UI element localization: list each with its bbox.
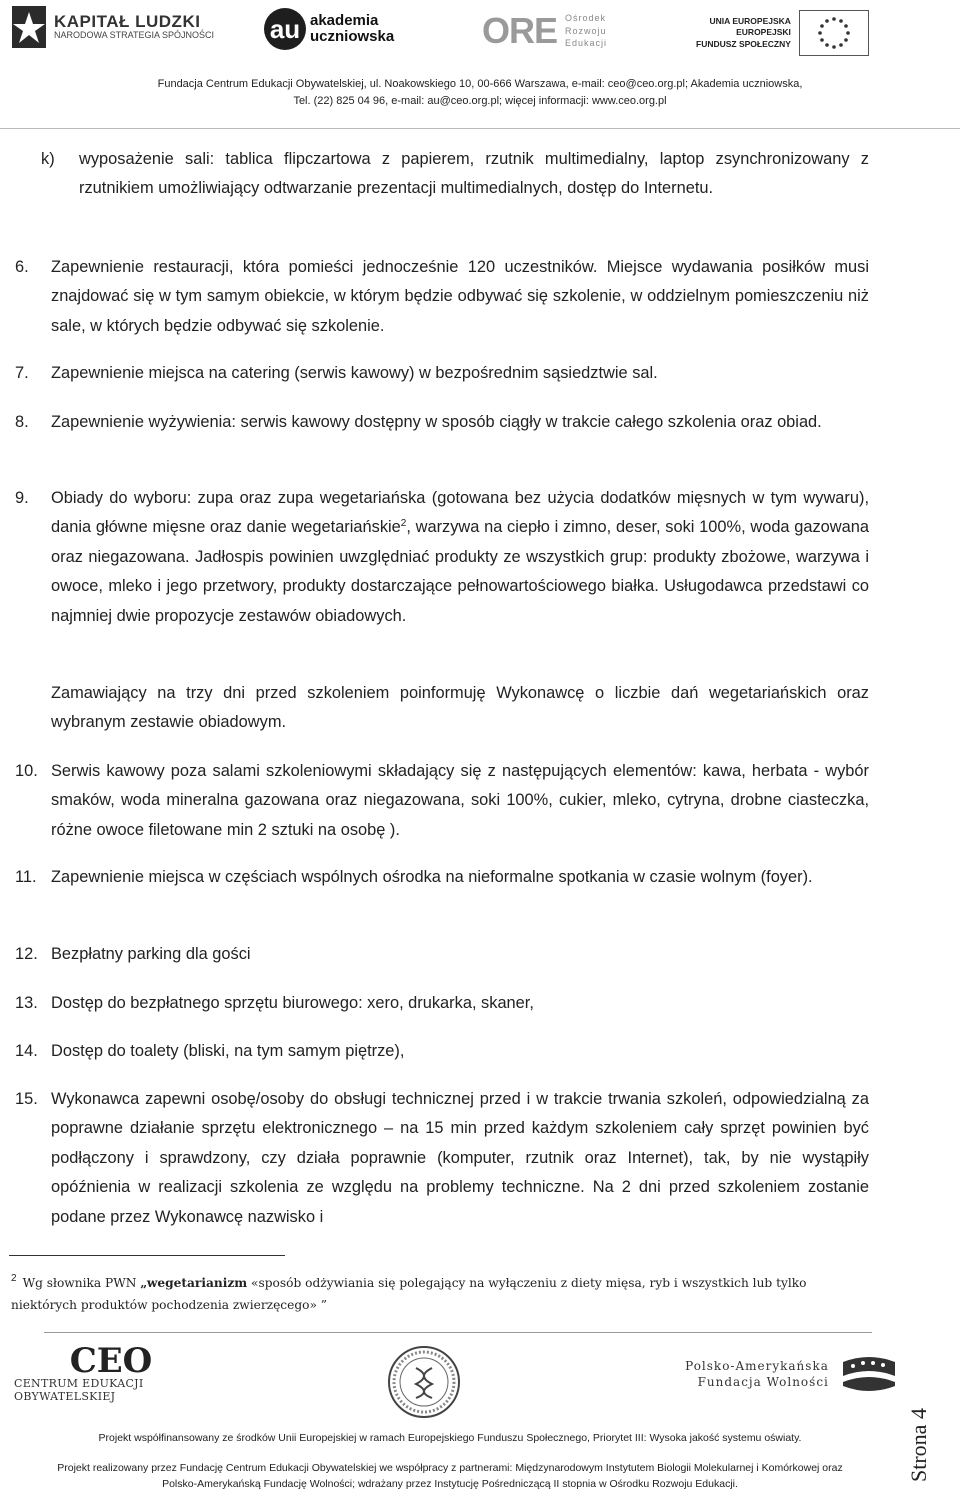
ore-line3: Edukacji — [565, 38, 608, 49]
footnote-definition: «sposób odżywiania się polegający na wyłączeniu z diety mięsa, ryb i wszystkich lub tylko niektórych produktów pochodzenia zwierzęcego» ” — [11, 1276, 807, 1312]
list-item-number: 7. — [15, 364, 29, 382]
eu-line1: UNIA EUROPEJSKA — [709, 15, 791, 26]
footnote-number: 2 — [11, 1273, 17, 1284]
ceo-logo — [14, 1341, 208, 1403]
ceo-mark: CEO — [69, 1341, 153, 1381]
list-item-text-part-b: , warzywa na ciepło i zimno, deser, soki 100%, woda gazowana oraz niegazowana. Jadłospis powinien uwzględniać produkty ze wszystkich grup: produkty zbożowe, warzywa i owoce, mleko i jego przetwory, produkty dostarczające pełnowartościowego białka. Usługodawca przedstawi co najmniej dwie propozycje zestawów obiadowych. — [51, 518, 869, 625]
list-item-13 — [15, 989, 869, 1018]
list-item-number: 9. — [15, 489, 29, 507]
list-item-9-note — [51, 679, 869, 738]
list-item-12 — [15, 940, 869, 969]
iimcb-seal-icon — [386, 1344, 462, 1420]
list-item-15 — [15, 1085, 869, 1232]
ore-line1: Ośrodek — [565, 13, 607, 24]
list-item-10 — [15, 757, 869, 845]
list-item-text: Zapewnienie restauracji, która pomieści jednocześnie 120 uczestników. Miejsce wydawania posiłków musi znajdować się w tym samym obiekcie, w którym będzie odbywać się szkolenie, w oddzielnym pomieszczeniu niż sale, w których będzie odbywać się szkolenie. — [51, 258, 869, 335]
list-item-text: Dostęp do bezpłatnego sprzętu biurowego: xero, drukarka, skaner, — [51, 994, 534, 1012]
au-mark: au — [264, 8, 306, 50]
list-item-text-part-a: Obiady do wyboru: zupa oraz zupa wegetariańska (gotowana bez użycia dodatków mięsnych w tym wywaru), dania główne mięsne oraz danie wegetariańskie — [51, 489, 869, 537]
akademia-uczniowska-logo — [264, 8, 394, 50]
list-item-number: 8. — [15, 413, 29, 431]
kapital-ludzki-title: KAPITAŁ LUDZKI — [54, 11, 201, 31]
eu-line2: EUROPEJSKI — [736, 27, 791, 38]
list-item-number: 11. — [15, 868, 37, 886]
eu-flag-icon — [799, 10, 869, 56]
list-item-text: Zapewnienie miejsca w częściach wspólnych ośrodka na nieformalne spotkania w czasie wolnym (foyer). — [51, 868, 813, 886]
footnote-term: „wegetarianizm — [140, 1276, 248, 1290]
list-item-number: 14. — [15, 1042, 38, 1060]
kapital-ludzki-subtitle: NARODOWA STRATEGIA SPÓJNOŚCI — [54, 30, 215, 41]
list-item-7 — [15, 359, 869, 388]
header-divider — [0, 128, 960, 129]
list-item-k-text: wyposażenie sali: tablica flipczartowa z papierem, rzutnik multimedialny, laptop zsynchronizowany z rzutnikiem umożliwiający odtwarzanie prezentacji multimedialnych, dostęp do Internetu. — [79, 150, 869, 198]
list-item-text: Wykonawca zapewni osobę/osoby do obsługi technicznej przed i w trakcie trwania szkoleń, odpowiedzialną za poprawne działanie sprzętu elektronicznego – na 15 min przed każdym szkoleniem cały sprzęt powinien być podłączony i sprawdzony, czy działa poprawnie (komputer, rzutnik oraz Internet), tak, by nie wystąpiły opóźnienia w realizacji szkolenia ze względu na problemy techniczne. Na 2 dni przed szkoleniem zostanie podane przez Wykonawcę nazwisko i — [51, 1090, 869, 1226]
list-item-text: Dostęp do toalety (bliski, na tym samym piętrze), — [51, 1042, 405, 1060]
contact-line-2: Tel. (22) 825 04 96, e-mail: au@ceo.org.pl; więcej informacji: www.ceo.org.pl — [293, 95, 667, 107]
partners-note-line2: Polsko-Amerykańską Fundację Wolności; wdrażany przez Instytucję Pośredniczącą II stopnia w Ośrodku Rozwoju Edukacji. — [162, 1478, 738, 1490]
eu-line3: FUNDUSZ SPOŁECZNY — [696, 38, 791, 49]
list-item-k — [41, 145, 869, 204]
list-item-text: Zapewnienie miejsca na catering (serwis kawowy) w bezpośrednim sąsiedztwie sal. — [51, 364, 658, 382]
list-item-number: 15. — [15, 1090, 38, 1108]
page-number: Strona 4 — [906, 1408, 931, 1482]
list-item-text: Zamawiający na trzy dni przed szkoleniem poinformuję Wykonawcę o liczbie dań wegetariańskich oraz wybranym zestawie obiadowym. — [51, 684, 869, 732]
list-item-number: 12. — [15, 945, 38, 963]
list-item-9 — [15, 484, 869, 631]
footnote-reference: 2 — [400, 518, 407, 530]
list-item-number: 13. — [15, 994, 38, 1012]
ore-line2: Rozwoju — [565, 25, 607, 36]
header-logos — [0, 0, 960, 70]
list-item-number: 10. — [15, 762, 38, 780]
kapital-ludzki-star-icon — [10, 4, 48, 50]
funding-note: Projekt współfinansowany ze środków Unii Europejskiej w ramach Europejskiego Funduszu Społecznego, Priorytet III: Wysoka jakość systemu oświaty. — [98, 1432, 802, 1444]
akademia-line1: akademia — [310, 12, 379, 30]
contact-line-1: Fundacja Centrum Edukacji Obywatelskiej, ul. Noakowskiego 10, 00-666 Warszawa, e-mail: ceo@ceo.org.pl; Akademia uczniowska, — [157, 78, 803, 90]
list-item-text: Serwis kawowy poza salami szkoleniowymi składający się z następujących elementów: kawa, herbata - wybór smaków, woda mineralna gazowana oraz niegazowana, soki 100%, cukier, mleko, cytryna, drobne ciasteczka, różne owoce filetowane min 2 sztuki na osobę ). — [51, 762, 869, 839]
footnote-prefix: Wg słownika PWN — [22, 1276, 141, 1290]
kapital-ludzki-logo — [10, 4, 214, 50]
footnote — [11, 1268, 831, 1316]
list-item-8 — [15, 408, 869, 437]
partners-note-line1: Projekt realizowany przez Fundację Centrum Edukacji Obywatelskiej we współpracy z partnerami: Międzynarodowym Instytutem Biologii Molekularnej i Komórkowej oraz — [57, 1462, 843, 1474]
pafw-logo — [672, 1352, 912, 1396]
list-item-k-number: k) — [41, 150, 55, 168]
akademia-line2: uczniowska — [310, 28, 395, 45]
ceo-name: CENTRUM EDUKACJI OBYWATELSKIEJ — [14, 1377, 144, 1403]
eu-logo — [696, 10, 869, 56]
pafw-flag-icon — [839, 1352, 899, 1396]
ore-mark: ORE — [482, 10, 558, 51]
pafw-line1: Polsko-Amerykańska — [685, 1359, 829, 1373]
footer-divider — [44, 1332, 872, 1333]
list-item-number: 6. — [15, 258, 29, 276]
list-item-text: Bezpłatny parking dla gości — [51, 945, 251, 963]
list-item-text: Zapewnienie wyżywienia: serwis kawowy dostępny w sposób ciągły w trakcie całego szkolenia oraz obiad. — [51, 413, 822, 431]
list-item-14 — [15, 1037, 869, 1066]
footnote-divider — [9, 1255, 285, 1256]
list-item-6 — [15, 253, 869, 341]
list-item-11 — [15, 863, 869, 892]
pafw-line2: Fundacja Wolności — [697, 1375, 829, 1389]
ore-logo — [482, 10, 607, 52]
